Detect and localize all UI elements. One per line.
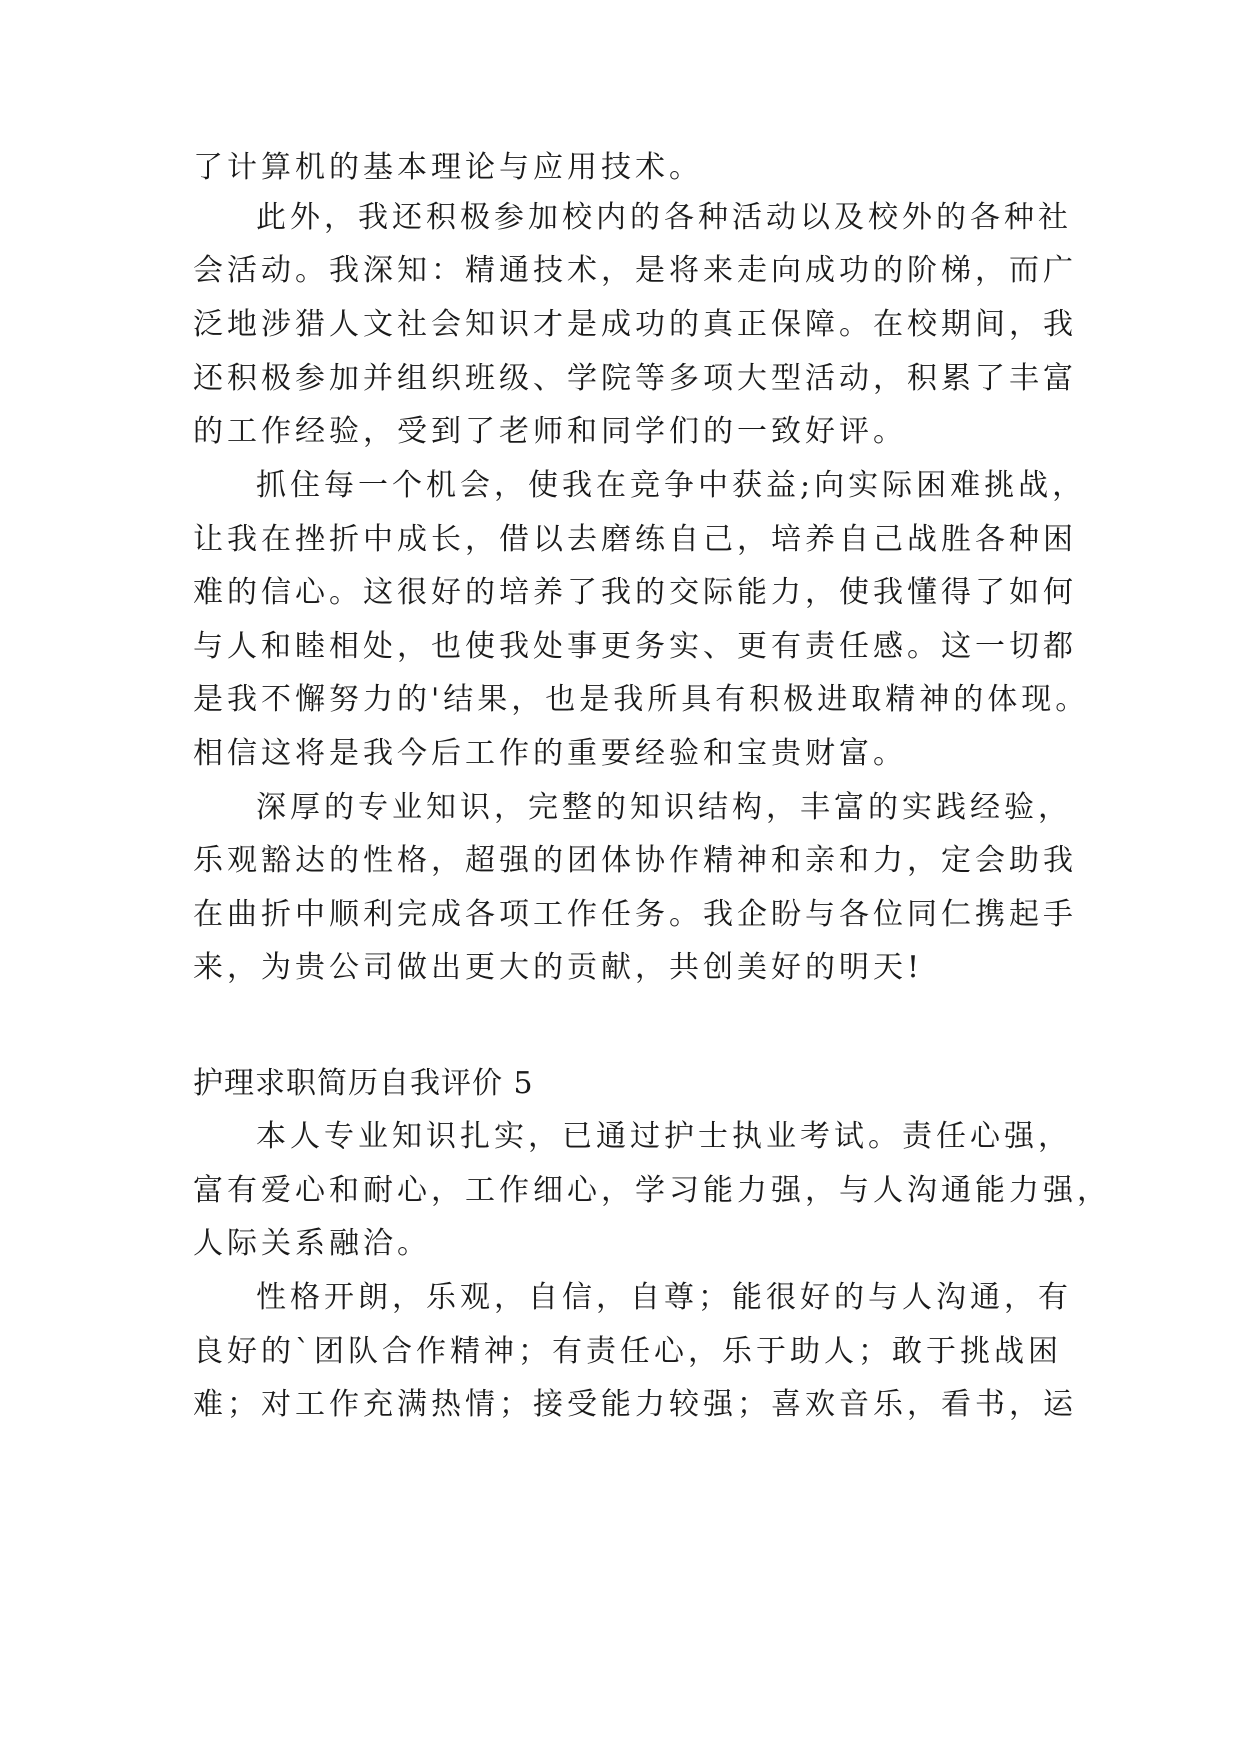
paragraph-first-line: 深厚的专业知识，完整的知识结构，丰富的实践经验， bbox=[256, 790, 1072, 825]
paragraph-first-line: 抓住每一个机会，使我在竞争中获益;向实际困难挑战， bbox=[256, 468, 1087, 503]
text-line: 良好的`团队合作精神；有责任心，乐于助人；敢于挑战困 bbox=[193, 1334, 1062, 1369]
paragraph-first-line: 本人专业知识扎实，已通过护士执业考试。责任心强， bbox=[256, 1119, 1072, 1154]
text-line: 了计算机的基本理论与应用技术。 bbox=[193, 150, 703, 185]
text-line: 是我不懈努力的'结果，也是我所具有积极进取精神的体现。 bbox=[193, 682, 1090, 717]
text-line: 乐观豁达的性格，超强的团体协作精神和亲和力，定会助我 bbox=[193, 843, 1077, 878]
text-line: 会活动。我深知：精通技术，是将来走向成功的阶梯，而广 bbox=[193, 253, 1077, 288]
text-line: 与人和睦相处，也使我处事更务实、更有责任感。这一切都 bbox=[193, 629, 1077, 664]
section-heading: 护理求职简历自我评价 5 bbox=[193, 1066, 534, 1101]
text-line: 富有爱心和耐心，工作细心，学习能力强，与人沟通能力强， bbox=[193, 1173, 1111, 1208]
text-line: 还积极参加并组织班级、学院等多项大型活动，积累了丰富 bbox=[193, 361, 1077, 396]
text-line: 在曲折中顺利完成各项工作任务。我企盼与各位同仁携起手 bbox=[193, 897, 1077, 932]
paragraph-first-line: 性格开朗，乐观，自信，自尊；能很好的与人沟通，有 bbox=[256, 1280, 1072, 1315]
text-line: 人际关系融洽。 bbox=[193, 1226, 431, 1261]
text-line: 让我在挫折中成长，借以去磨练自己，培养自己战胜各种困 bbox=[193, 522, 1077, 557]
text-line: 的工作经验，受到了老师和同学们的一致好评。 bbox=[193, 414, 907, 449]
text-line: 来，为贵公司做出更大的贡献，共创美好的明天! bbox=[193, 950, 924, 985]
paragraph-first-line: 此外，我还积极参加校内的各种活动以及校外的各种社 bbox=[256, 200, 1072, 235]
text-line: 难；对工作充满热情；接受能力较强；喜欢音乐，看书，运 bbox=[193, 1387, 1077, 1422]
text-line: 难的信心。这很好的培养了我的交际能力，使我懂得了如何 bbox=[193, 575, 1077, 610]
text-line: 泛地涉猎人文社会知识才是成功的真正保障。在校期间，我 bbox=[193, 307, 1077, 342]
text-line: 相信这将是我今后工作的重要经验和宝贵财富。 bbox=[193, 736, 907, 771]
